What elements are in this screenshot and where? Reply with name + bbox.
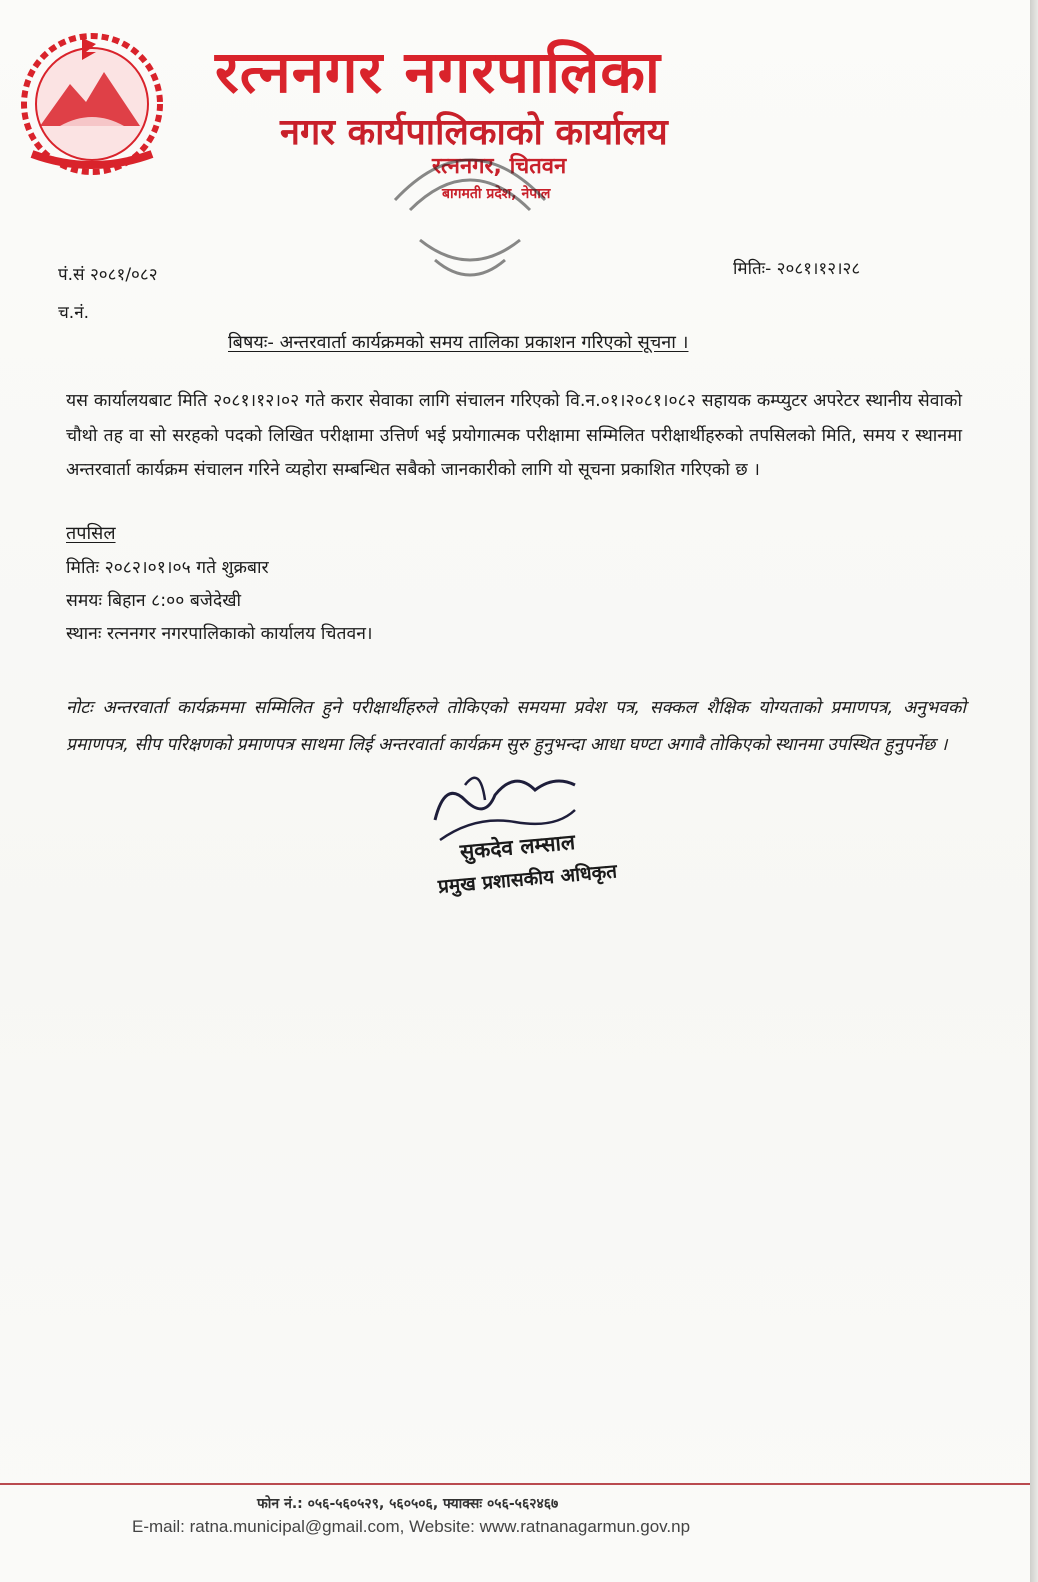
signatory-name: सुकदेव लम्साल <box>458 829 577 864</box>
footer-divider <box>0 1483 1030 1485</box>
dispatch-number: च.नं. <box>58 303 90 323</box>
office-province: बागमती प्रदेश, नेपाल <box>442 186 551 202</box>
office-stamp-icon <box>375 130 565 305</box>
subject-line: बिषयः- अन्तरवार्ता कार्यक्रमको समय तालिका प्रकाशन गरिएको सूचना । <box>228 332 689 353</box>
signatory-title: प्रमुख प्रशासकीय अधिकृत <box>437 860 618 898</box>
schedule-time: समयः बिहान ८:०० बजेदेखी <box>66 591 242 611</box>
office-address: रत्ननगर, चितवन <box>432 154 567 179</box>
note-paragraph: नोटः अन्तरवार्ता कार्यक्रममा सम्मिलित हुने परीक्षार्थीहरुले तोकिएको समयमा प्रवेश पत्र, सक्कल शैक्षिक योग्यताको प्रमाणपत्र, अनुभवको प्रमाणपत्र, सीप परिक्षणको प्रमाणपत्र साथमा लिई अन्तरवार्ता कार्यक्रम सुरु हुनुभन्दा आधा घण्टा अगावै तोकिएको स्थानमा उपस्थित हुनुपर्नेछ । <box>66 698 966 755</box>
body-paragraph: यस कार्यालयबाट मिति २०८१।१२।०२ गते करार सेवाका लागि संचालन गरिएको वि.न.०१।२०८१।०८२ सहायक कम्प्युटर अपरेटर स्थानीय सेवाको चौथो तह वा सो सरहको पदको लिखित परीक्षामा उत्तिर्ण भई प्रयोगात्मक परीक्षामा सम्मिलित परीक्षार्थीहरुको तपसिलको मिति, समय र स्थानमा अन्तरवार्ता कार्यक्रम संचालन गरिने व्यहोरा सम्बन्धित सबैको जानकारीको लागि यो सूचना प्रकाशित गरिएको छ । <box>66 391 962 480</box>
schedule-date: मितिः २०८२।०१।०५ गते शुक्रबार <box>66 558 269 578</box>
page-edge <box>1030 0 1038 1582</box>
reference-number: पं.सं २०८१/०८२ <box>58 265 158 285</box>
footer-contact: E-mail: ratna.municipal@gmail.com, Website: www.ratnanagarmun.gov.np <box>132 1517 691 1536</box>
office-name: नगर कार्यपालिकाको कार्यालय <box>280 112 668 153</box>
footer-phone: फोन नं.: ०५६-५६०५२९, ५६०५०६, फ्याक्सः ०५६-५६२४६७ <box>257 1496 559 1512</box>
nepal-emblem-icon <box>12 26 172 176</box>
letter-date: मितिः- २०८१।१२।२८ <box>733 259 861 279</box>
schedule-heading: तपसिल <box>66 523 116 544</box>
org-name: रत्ननगर नगरपालिका <box>215 38 661 106</box>
schedule-venue: स्थानः रत्ननगर नगरपालिकाको कार्यालय चितवन। <box>66 624 373 644</box>
